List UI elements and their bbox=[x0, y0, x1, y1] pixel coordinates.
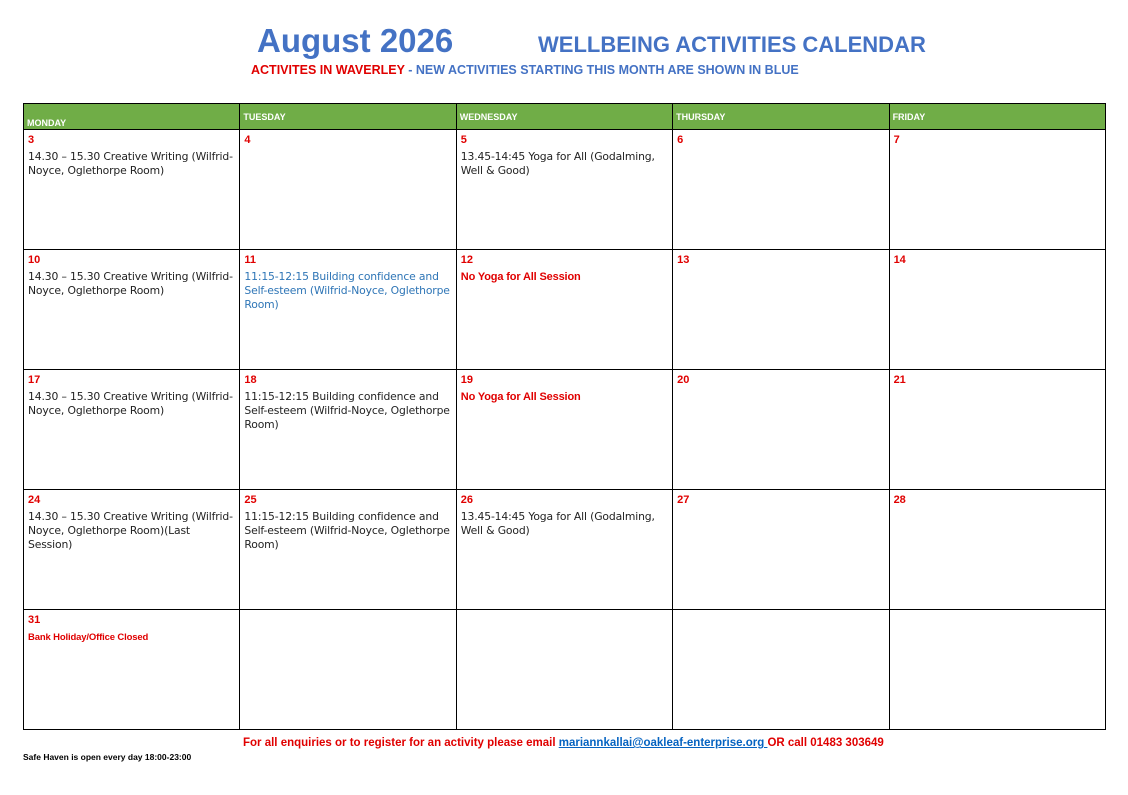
calendar-day-cell bbox=[889, 370, 1105, 490]
weekday-header: MONDAY bbox=[24, 104, 240, 130]
calendar-day-cell bbox=[240, 370, 456, 490]
calendar-day-cell bbox=[24, 610, 240, 730]
calendar-day-cell bbox=[24, 370, 240, 490]
day-number: 18 bbox=[244, 374, 257, 386]
enquiry-text: For all enquiries or to register for an activity please email bbox=[243, 737, 559, 749]
calendar-day-cell bbox=[240, 490, 456, 610]
calendar-day-cell bbox=[889, 130, 1105, 250]
day-number: 26 bbox=[460, 494, 474, 506]
activity-text: 14.30 – 15.30 Creative Writing (Wilfrid-Noyce, Oglethorpe Room)(Last Session) bbox=[28, 510, 233, 551]
activity-text: 11:15-12:15 Building confidence and Self-esteem (Wilfrid-Noyce, Oglethorpe Room) bbox=[244, 510, 450, 551]
safe-haven-note: Safe Haven is open every day 18:00-23:00 bbox=[23, 752, 192, 762]
weekday-header: WEDNESDAY bbox=[456, 104, 672, 130]
activity-text: No Yoga for All Session bbox=[460, 271, 581, 283]
calendar-day-cell bbox=[889, 250, 1105, 370]
calendar-day-cell bbox=[240, 130, 456, 250]
day-number: 3 bbox=[28, 134, 35, 146]
calendar-body bbox=[24, 130, 1106, 730]
weekday-header: TUESDAY bbox=[240, 104, 456, 130]
calendar-title: WELLBEING ACTIVITIES CALENDAR bbox=[538, 32, 926, 57]
day-number: 4 bbox=[244, 134, 251, 146]
day-number: 6 bbox=[677, 134, 684, 146]
weekday-header: FRIDAY bbox=[889, 104, 1105, 130]
day-number: 12 bbox=[460, 254, 474, 266]
activity-text: Bank Holiday/Office Closed bbox=[28, 632, 149, 643]
calendar-day-cell bbox=[24, 250, 240, 370]
calendar-day-cell bbox=[889, 610, 1105, 730]
activity-text: No Yoga for All Session bbox=[460, 391, 581, 403]
day-number: 25 bbox=[244, 494, 257, 506]
calendar-day-cell bbox=[240, 250, 456, 370]
day-number: 24 bbox=[28, 494, 41, 506]
calendar-week-row bbox=[24, 370, 1106, 490]
enquiry-phone-text: OR call 01483 303649 bbox=[767, 737, 884, 749]
day-number: 31 bbox=[28, 614, 41, 626]
calendar-day-cell bbox=[673, 610, 889, 730]
day-number: 10 bbox=[28, 254, 41, 266]
calendar-day-cell bbox=[456, 250, 672, 370]
calendar-month: August 2026 bbox=[257, 22, 454, 59]
activity-text: 14.30 – 15.30 Creative Writing (Wilfrid-Noyce, Oglethorpe Room) bbox=[28, 390, 233, 417]
day-number: 13 bbox=[677, 254, 690, 266]
day-number: 27 bbox=[677, 494, 690, 506]
calendar-day-cell bbox=[673, 370, 889, 490]
calendar-day-cell bbox=[456, 490, 672, 610]
enquiry-footer bbox=[243, 737, 884, 749]
calendar-week-row bbox=[24, 130, 1106, 250]
day-number: 17 bbox=[28, 374, 41, 386]
day-number: 14 bbox=[893, 254, 906, 266]
weekday-header-row bbox=[24, 104, 1106, 130]
calendar-day-cell bbox=[240, 610, 456, 730]
calendar-grid bbox=[23, 103, 1106, 730]
calendar-day-cell bbox=[889, 490, 1105, 610]
subtitle-separator: - bbox=[404, 63, 416, 77]
subtitle-location: ACTIVITES IN WAVERLEY bbox=[251, 63, 405, 77]
calendar-day-cell bbox=[456, 130, 672, 250]
calendar-day-cell bbox=[673, 490, 889, 610]
calendar-day-cell bbox=[24, 130, 240, 250]
activity-text: 11:15-12:15 Building confidence and Self-esteem (Wilfrid-Noyce, Oglethorpe Room) bbox=[244, 390, 450, 431]
day-number: 28 bbox=[893, 494, 906, 506]
day-number: 7 bbox=[893, 134, 900, 146]
calendar-day-cell bbox=[456, 370, 672, 490]
weekday-header: THURSDAY bbox=[673, 104, 889, 130]
activity-text: 13.45-14:45 Yoga for All (Godalming, Well & Good) bbox=[460, 150, 655, 177]
calendar-subtitle bbox=[251, 63, 799, 77]
activity-text: 14.30 – 15.30 Creative Writing (Wilfrid-Noyce, Oglethorpe Room) bbox=[28, 150, 233, 177]
calendar-day-cell bbox=[673, 130, 889, 250]
calendar-day-cell bbox=[24, 490, 240, 610]
day-number: 19 bbox=[460, 374, 474, 386]
calendar-week-row bbox=[24, 610, 1106, 730]
day-number: 11 bbox=[244, 254, 257, 266]
calendar-week-row bbox=[24, 490, 1106, 610]
calendar-day-cell bbox=[456, 610, 672, 730]
activity-text: 14.30 – 15.30 Creative Writing (Wilfrid-Noyce, Oglethorpe Room) bbox=[28, 270, 233, 297]
calendar-week-row bbox=[24, 250, 1106, 370]
calendar-day-cell bbox=[673, 250, 889, 370]
activity-text: 11:15-12:15 Building confidence and Self-esteem (Wilfrid-Noyce, Oglethorpe Room) bbox=[244, 270, 450, 311]
subtitle-new-activities-note: NEW ACTIVITIES STARTING THIS MONTH ARE SHOWN IN BLUE bbox=[415, 63, 799, 77]
day-number: 20 bbox=[677, 374, 690, 386]
day-number: 5 bbox=[460, 134, 467, 146]
activity-text: 13.45-14:45 Yoga for All (Godalming, Well & Good) bbox=[460, 510, 655, 537]
day-number: 21 bbox=[893, 374, 906, 386]
contact-email-link[interactable]: mariannkallai@oakleaf-enterprise.org bbox=[558, 737, 768, 749]
